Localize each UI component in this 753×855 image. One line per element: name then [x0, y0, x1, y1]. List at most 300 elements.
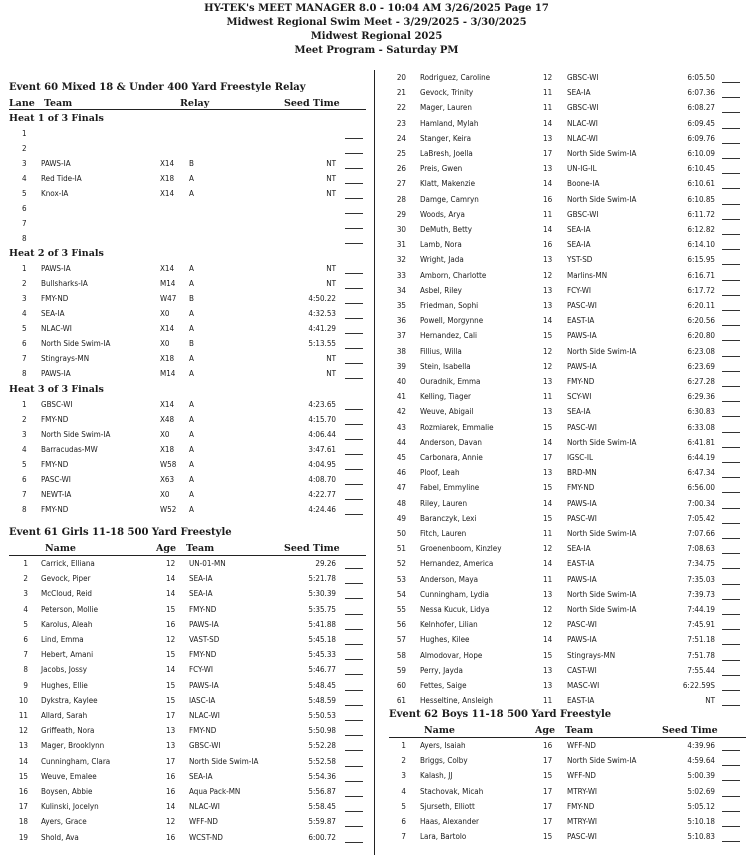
seed-time: 4:59.64	[687, 756, 715, 766]
relay-letter: A	[189, 460, 194, 469]
team-name: PAWS-IA	[189, 619, 219, 629]
lane-number: 3	[22, 430, 27, 439]
final-time-blank	[345, 614, 363, 615]
swimmer-age: 14	[543, 559, 553, 569]
seed-time: 7:00.34	[687, 498, 715, 508]
final-time-blank	[722, 295, 740, 296]
swimmer-name: McCloud, Reid	[41, 589, 92, 599]
final-time-blank	[722, 796, 740, 797]
entry-number: 6	[401, 817, 406, 826]
relay-letter: B	[189, 159, 194, 168]
team-name: North Side Swim-IA	[567, 529, 637, 538]
final-time-blank	[722, 325, 740, 326]
team-name: WCST-ND	[189, 832, 223, 842]
final-time-blank	[722, 614, 740, 615]
entry-number: 52	[396, 559, 406, 569]
column-divider	[374, 70, 375, 855]
final-time-blank	[722, 447, 740, 448]
swimmer-age: 15	[166, 680, 176, 690]
team-name: CAST-WI	[567, 665, 597, 675]
col-name: Name	[424, 725, 455, 736]
swimmer-name: Almodovar, Hope	[420, 650, 483, 660]
final-time-blank	[345, 228, 363, 229]
team-name: NLAC-WI	[567, 133, 598, 143]
relay-letter: A	[189, 415, 194, 424]
team-name: PAWS-IA	[567, 361, 597, 371]
final-time-blank	[722, 705, 740, 706]
team-name: YST-SD	[567, 255, 593, 265]
entry-number: 30	[396, 225, 406, 234]
final-time-blank	[345, 842, 363, 843]
swimmer-age: 14	[543, 179, 553, 189]
swimmer-age: 14	[543, 225, 553, 234]
seed-time: 7:39.73	[687, 589, 715, 599]
seed-time: 6:22.59S	[682, 681, 715, 690]
swimmer-name: Stein, Isabella	[420, 361, 471, 371]
swimmer-age: 15	[543, 513, 553, 523]
swimmer-age: 13	[543, 255, 553, 265]
swimmer-age: 15	[166, 650, 176, 660]
swimmer-name: Preis, Gwen	[420, 164, 463, 174]
swimmer-name: Damge, Camryn	[420, 194, 479, 204]
swimmer-age: 17	[166, 711, 176, 720]
seed-time: 4:06.44	[308, 430, 336, 439]
swimmer-age: 12	[543, 73, 553, 82]
lane-number: 5	[22, 189, 27, 198]
final-time-blank	[345, 213, 363, 214]
entry-number: 35	[396, 301, 406, 310]
entry-number: 1	[401, 741, 406, 750]
relay-age-class: X14	[160, 159, 175, 168]
swimmer-age: 16	[166, 619, 176, 629]
swimmer-age: 12	[543, 361, 553, 371]
final-time-blank	[722, 82, 740, 83]
entry-number: 13	[18, 741, 28, 751]
final-time-blank	[345, 243, 363, 244]
lane-number: 5	[22, 324, 27, 333]
team-name: North Side Swim-IA	[41, 339, 111, 348]
relay-letter: B	[189, 339, 194, 348]
team-name: PAWS-IA	[567, 574, 597, 584]
entry-number: 17	[18, 802, 28, 812]
swimmer-name: Kulinski, Jocelyn	[41, 802, 99, 812]
swimmer-name: Riley, Lauren	[420, 498, 468, 508]
swimmer-name: Ayers, Grace	[41, 817, 87, 827]
seed-time: 4:39.96	[687, 741, 715, 750]
seed-time: 5:00.39	[687, 771, 715, 781]
entry-number: 33	[396, 270, 406, 280]
team-name: FMY-ND	[189, 604, 217, 614]
seed-time: 5:35.75	[308, 604, 336, 614]
seed-time: 5:13.55	[308, 339, 336, 348]
team-name: IGSC-IL	[567, 453, 594, 462]
team-name: North Side Swim-IA	[567, 589, 637, 599]
team-name: SEA-IA	[41, 309, 65, 318]
swimmer-age: 11	[543, 209, 553, 219]
swimmer-age: 11	[543, 88, 553, 98]
team-name: PASC-WI	[567, 620, 597, 630]
final-time-blank	[345, 318, 363, 319]
relay-age-class: X14	[160, 264, 175, 273]
heat-title: Heat 3 of 3 Finals	[9, 384, 104, 395]
swimmer-name: Cunningham, Lydia	[420, 589, 489, 599]
swimmer-age: 12	[543, 346, 553, 356]
final-time-blank	[345, 273, 363, 274]
seed-time: 6:12.82	[687, 225, 715, 234]
final-time-blank	[722, 128, 740, 129]
final-time-blank	[722, 204, 740, 205]
swimmer-age: 17	[543, 786, 553, 796]
swimmer-name: Allard, Sarah	[41, 711, 88, 720]
final-time-blank	[345, 348, 363, 349]
team-name: FMY-ND	[41, 505, 69, 514]
entry-number: 42	[396, 407, 406, 417]
seed-time: 5:45.33	[308, 650, 336, 660]
seed-time: 5:10.18	[687, 817, 715, 826]
seed-time: 5:58.45	[308, 802, 336, 812]
swimmer-name: Ayers, Isaiah	[420, 741, 466, 750]
relay-age-class: X0	[160, 430, 170, 439]
lane-number: 7	[22, 354, 27, 363]
col-seed-time: Seed Time	[284, 543, 340, 554]
col-seed-time: Seed Time	[662, 725, 718, 736]
swimmer-name: Kalash, JJ	[420, 771, 453, 781]
seed-time: 4:22.77	[308, 490, 336, 499]
final-time-blank	[722, 553, 740, 554]
final-time-blank	[722, 477, 740, 478]
report-header-line1: HY-TEK's MEET MANAGER 8.0 - 10:04 AM 3/26/2025 Page 17	[204, 3, 549, 14]
swimmer-age: 12	[543, 620, 553, 630]
entry-number: 20	[396, 73, 406, 82]
final-time-blank	[722, 765, 740, 766]
seed-time: 5:02.69	[687, 786, 715, 796]
seed-time: 4:32.53	[308, 309, 336, 318]
final-time-blank	[345, 583, 363, 584]
swimmer-age: 12	[166, 817, 176, 827]
final-time-blank	[345, 198, 363, 199]
entry-number: 32	[396, 255, 406, 265]
seed-time: 6:20.56	[687, 316, 715, 326]
swimmer-name: Rodriguez, Caroline	[420, 73, 491, 82]
swimmer-name: Hamland, Mylah	[420, 118, 479, 128]
team-name: PASC-WI	[567, 513, 597, 523]
seed-time: 6:27.28	[687, 377, 715, 386]
seed-time: 5:52.28	[308, 741, 336, 751]
final-time-blank	[722, 234, 740, 235]
seed-time: 5:46.77	[308, 665, 336, 675]
final-time-blank	[722, 780, 740, 781]
swimmer-age: 16	[543, 741, 553, 750]
entry-number: 22	[396, 103, 406, 113]
entry-number: 57	[396, 635, 406, 645]
swimmer-age: 14	[543, 118, 553, 128]
seed-time: 7:05.42	[687, 513, 715, 523]
team-name: PAWS-IA	[567, 331, 597, 341]
swimmer-age: 16	[543, 240, 553, 250]
swimmer-name: Ouradnik, Emma	[420, 377, 481, 386]
entry-number: 29	[396, 209, 406, 219]
swimmer-age: 13	[166, 741, 176, 751]
relay-letter: A	[189, 174, 194, 183]
final-time-blank	[345, 363, 363, 364]
entry-number: 3	[401, 771, 406, 781]
final-time-blank	[722, 826, 740, 827]
team-name: SEA-IA	[567, 240, 591, 250]
final-time-blank	[345, 705, 363, 706]
swimmer-name: Sjurseth, Elliott	[420, 801, 475, 811]
relay-age-class: X48	[160, 415, 175, 424]
seed-time: 6:17.72	[687, 285, 715, 295]
swimmer-name: Stachovak, Micah	[420, 786, 484, 796]
swimmer-age: 11	[543, 696, 553, 706]
entry-number: 12	[18, 726, 28, 736]
entry-number: 2	[401, 756, 406, 766]
team-name: Stingrays-MN	[567, 650, 616, 660]
swimmer-name: Lind, Emma	[41, 635, 84, 644]
swimmer-name: Stanger, Keira	[420, 133, 472, 143]
header-rule	[389, 737, 746, 738]
entry-number: 61	[396, 696, 406, 706]
seed-time: NT	[326, 354, 336, 363]
final-time-blank	[345, 781, 363, 782]
team-name: EAST-IA	[567, 316, 595, 326]
swimmer-name: Anderson, Davan	[420, 437, 482, 447]
team-name: FCY-WI	[189, 665, 213, 675]
final-time-blank	[345, 303, 363, 304]
entry-number: 28	[396, 194, 406, 204]
relay-age-class: X0	[160, 490, 170, 499]
relay-letter: A	[189, 279, 194, 288]
swimmer-name: Gevock, Trinity	[420, 88, 474, 98]
seed-time: 6:07.36	[687, 88, 715, 98]
seed-time: NT	[326, 159, 336, 168]
swimmer-name: Nessa Kucuk, Lidya	[420, 605, 490, 614]
seed-time: 7:34.75	[687, 559, 715, 569]
team-name: Red Tide-IA	[41, 174, 82, 183]
swimmer-name: Lamb, Nora	[420, 240, 462, 250]
final-time-blank	[722, 629, 740, 630]
swimmer-name: Weuve, Abigail	[420, 407, 474, 417]
relay-age-class: W52	[160, 505, 177, 514]
final-time-blank	[345, 439, 363, 440]
final-time-blank	[722, 538, 740, 539]
entry-number: 27	[396, 179, 406, 189]
swimmer-name: Hernandez, Cali	[420, 331, 477, 341]
final-time-blank	[722, 97, 740, 98]
final-time-blank	[722, 401, 740, 402]
swimmer-name: Gevock, Piper	[41, 574, 91, 584]
swimmer-age: 13	[543, 407, 553, 417]
seed-time: 6:29.36	[687, 392, 715, 402]
entry-number: 56	[396, 620, 406, 630]
swimmer-name: Perry, Jayda	[420, 665, 463, 675]
final-time-blank	[345, 378, 363, 379]
team-name: WFF-ND	[567, 741, 596, 750]
team-name: UN-01-MN	[189, 559, 226, 568]
seed-time: 5:50.98	[308, 726, 336, 736]
lane-number: 4	[22, 174, 27, 183]
team-name: PASC-WI	[567, 301, 597, 310]
swimmer-age: 17	[166, 756, 176, 766]
team-name: MTRY-WI	[567, 786, 598, 796]
swimmer-age: 14	[543, 437, 553, 447]
final-time-blank	[345, 659, 363, 660]
entry-number: 50	[396, 529, 406, 538]
team-name: Aqua Pack-MN	[189, 787, 241, 796]
swimmer-age: 17	[543, 149, 553, 158]
swimmer-age: 13	[543, 133, 553, 143]
team-name: UN-IG-IL	[567, 164, 597, 174]
event-61-title: Event 61 Girls 11-18 500 Yard Freestyle	[9, 527, 232, 538]
relay-letter: A	[189, 475, 194, 484]
swimmer-age: 12	[543, 544, 553, 554]
relay-age-class: M14	[160, 279, 176, 288]
relay-age-class: X18	[160, 445, 175, 454]
entry-number: 54	[396, 589, 406, 599]
seed-time: 5:54.36	[308, 771, 336, 781]
seed-time: 6:10.45	[687, 164, 715, 174]
swimmer-age: 15	[543, 331, 553, 341]
relay-age-class: W47	[160, 294, 177, 303]
meet-subtitle: Midwest Regional 2025	[310, 31, 443, 42]
swimmer-age: 16	[166, 832, 176, 842]
swimmer-name: Rozmiarek, Emmalie	[420, 422, 494, 432]
swimmer-name: Friedman, Sophi	[420, 301, 479, 310]
swimmer-age: 13	[543, 164, 553, 174]
col-lane: Lane	[9, 98, 35, 109]
final-time-blank	[345, 568, 363, 569]
entry-number: 6	[23, 635, 28, 644]
relay-letter: A	[189, 505, 194, 514]
seed-time: NT	[705, 696, 715, 706]
final-time-blank	[345, 750, 363, 751]
col-team: Team	[186, 543, 215, 554]
lane-number: 1	[22, 264, 27, 273]
swimmer-age: 17	[543, 756, 553, 766]
swimmer-age: 15	[543, 650, 553, 660]
team-name: GBSC-WI	[567, 209, 599, 219]
final-time-blank	[722, 599, 740, 600]
lane-number: 3	[22, 294, 27, 303]
seed-time: 6:10.85	[687, 194, 715, 204]
swimmer-age: 13	[543, 665, 553, 675]
swimmer-name: Carrick, Elliana	[41, 559, 95, 568]
swimmer-age: 15	[166, 604, 176, 614]
final-time-blank	[722, 310, 740, 311]
seed-time: 6:56.00	[687, 483, 715, 493]
team-name: PAWS-IA	[41, 159, 71, 168]
final-time-blank	[722, 188, 740, 189]
seed-time: 6:09.45	[687, 118, 715, 128]
seed-time: 6:47.34	[687, 468, 715, 478]
entry-number: 51	[396, 544, 406, 554]
swimmer-name: Griffeath, Nora	[41, 726, 95, 736]
seed-time: 6:23.08	[687, 346, 715, 356]
relay-age-class: X0	[160, 339, 170, 348]
seed-time: 6:44.19	[687, 453, 715, 462]
final-time-blank	[722, 112, 740, 113]
team-name: EAST-IA	[567, 696, 595, 706]
final-time-blank	[345, 168, 363, 169]
team-name: BRD-MN	[567, 468, 597, 478]
final-time-blank	[722, 416, 740, 417]
team-name: NLAC-WI	[567, 118, 598, 128]
entry-number: 41	[396, 392, 406, 402]
final-time-blank	[345, 469, 363, 470]
heat-title: Heat 2 of 3 Finals	[9, 248, 104, 259]
team-name: PASC-WI	[567, 832, 597, 842]
final-time-blank	[722, 158, 740, 159]
swimmer-name: Carbonara, Annie	[420, 453, 483, 462]
relay-letter: A	[189, 369, 194, 378]
entry-number: 43	[396, 422, 406, 432]
entry-number: 25	[396, 149, 406, 158]
entry-number: 7	[401, 832, 406, 842]
swimmer-name: Lara, Bartolo	[420, 832, 467, 842]
entry-number: 7	[23, 650, 28, 660]
final-time-blank	[345, 629, 363, 630]
relay-age-class: W58	[160, 460, 177, 469]
entry-number: 58	[396, 650, 406, 660]
seed-time: 6:23.69	[687, 361, 715, 371]
team-name: NLAC-WI	[41, 324, 72, 333]
lane-number: 6	[22, 475, 27, 484]
entry-number: 5	[23, 619, 28, 629]
team-name: MTRY-WI	[567, 817, 598, 826]
seed-time: 5:48.59	[308, 695, 336, 705]
seed-time: 7:44.19	[687, 605, 715, 614]
final-time-blank	[722, 523, 740, 524]
seed-time: 6:10.61	[687, 179, 715, 189]
swimmer-age: 11	[543, 103, 553, 113]
relay-letter: A	[189, 264, 194, 273]
team-name: North Side Swim-IA	[567, 605, 637, 614]
team-name: Bullsharks-IA	[41, 279, 88, 288]
team-name: WFF-ND	[567, 771, 596, 781]
final-time-blank	[722, 811, 740, 812]
relay-age-class: X14	[160, 400, 175, 409]
seed-time: 5:10.83	[687, 832, 715, 842]
team-name: Boone-IA	[567, 179, 600, 189]
final-time-blank	[722, 508, 740, 509]
team-name: PAWS-IA	[567, 635, 597, 645]
team-name: PASC-WI	[41, 475, 71, 484]
team-name: NEWT-IA	[41, 490, 72, 499]
final-time-blank	[722, 280, 740, 281]
col-name: Name	[45, 543, 76, 554]
seed-time: 5:41.88	[308, 619, 336, 629]
lane-number: 8	[22, 505, 27, 514]
swimmer-name: Hesseltine, Ansleigh	[420, 696, 493, 706]
seed-time: 7:51.18	[687, 635, 715, 645]
entry-number: 9	[23, 680, 28, 690]
team-name: Marlins-MN	[567, 270, 608, 280]
team-name: FMY-ND	[189, 726, 217, 736]
entry-number: 8	[23, 665, 28, 675]
team-name: North Side Swim-IA	[567, 756, 637, 766]
swimmer-name: Hughes, Ellie	[41, 680, 88, 690]
final-time-blank	[345, 514, 363, 515]
swimmer-age: 13	[543, 589, 553, 599]
entry-number: 37	[396, 331, 406, 341]
swimmer-name: Dykstra, Kaylee	[41, 695, 98, 705]
entry-number: 23	[396, 118, 406, 128]
col-relay: Relay	[180, 98, 210, 109]
seed-time: 4:24.46	[308, 505, 336, 514]
final-time-blank	[345, 333, 363, 334]
team-name: NLAC-WI	[189, 711, 220, 720]
swimmer-age: 14	[166, 665, 176, 675]
